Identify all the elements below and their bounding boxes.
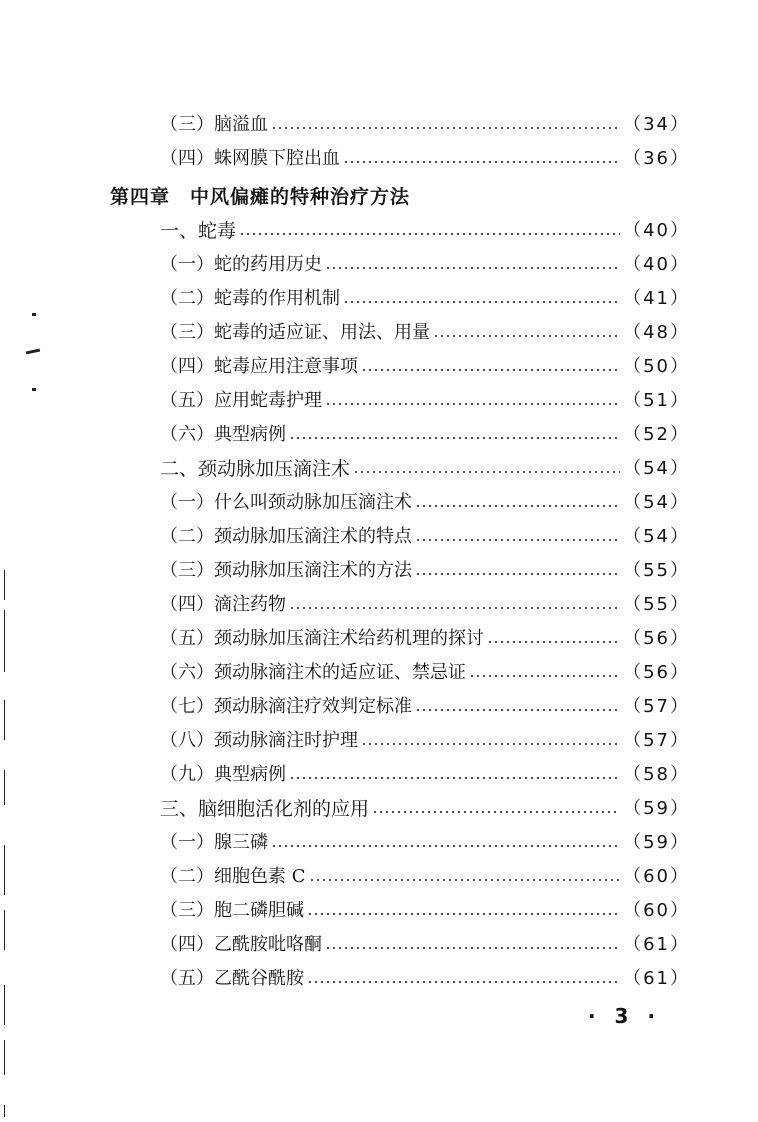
toc-entry xyxy=(160,928,690,962)
dot-leader xyxy=(271,127,620,129)
toc-entry-page: （57） xyxy=(623,696,690,717)
toc-entry-page: （56） xyxy=(623,662,690,683)
toc-section-title: 二、颈动脉加压滴注术 xyxy=(160,458,351,480)
dot-leader xyxy=(361,369,620,371)
dot-leader xyxy=(415,709,620,711)
toc-entry-title: （二）颈动脉加压滴注术的特点 xyxy=(160,526,412,547)
toc-entry-page: （54） xyxy=(623,526,690,547)
toc-entry-title: （四）乙酰胺吡咯酮 xyxy=(160,934,322,955)
dot-leader xyxy=(343,301,620,303)
dot-leader xyxy=(353,471,620,473)
toc-entry-title: （三）颈动脉加压滴注术的方法 xyxy=(160,560,412,581)
toc-entry-page: （58） xyxy=(623,764,690,785)
toc-entry-title: （四）蛇毒应用注意事项 xyxy=(160,356,358,377)
margin-line xyxy=(4,1040,5,1075)
toc-entry-page: （52） xyxy=(623,424,690,445)
toc-entry-page: （54） xyxy=(623,458,690,479)
toc-entry-title: （九）典型病例 xyxy=(160,764,286,785)
toc-entry-title: （五）颈动脉加压滴注术给药机理的探讨 xyxy=(160,628,484,649)
toc-entry xyxy=(160,248,690,282)
dot-leader xyxy=(289,777,620,779)
margin-line xyxy=(4,570,5,600)
toc-entry-page: （54） xyxy=(623,492,690,513)
toc-entry-page: （51） xyxy=(623,390,690,411)
toc-entry-title: （二）蛇毒的作用机制 xyxy=(160,288,340,309)
toc-entry xyxy=(160,588,690,622)
dot-leader xyxy=(415,539,620,541)
toc-entry-page: （60） xyxy=(623,866,690,887)
toc-entry xyxy=(160,622,690,656)
toc-entry xyxy=(160,826,690,860)
toc-entry-page: （56） xyxy=(623,628,690,649)
chapter-title: 第四章 中风偏瘫的特种治疗方法 xyxy=(110,186,411,208)
toc-entry xyxy=(160,962,690,996)
toc-entry-page: （61） xyxy=(623,934,690,955)
toc-entry-title: （三）胞二磷胆碱 xyxy=(160,900,304,921)
toc-entry-page: （40） xyxy=(623,220,690,241)
toc-entry-title: （六）典型病例 xyxy=(160,424,286,445)
toc-entry-page: （55） xyxy=(623,594,690,615)
toc-entry-title: （五）乙酰谷酰胺 xyxy=(160,968,304,989)
toc-entry-page: （61） xyxy=(623,968,690,989)
toc-entry xyxy=(160,316,690,350)
dot-leader xyxy=(289,437,620,439)
margin-line xyxy=(4,845,5,895)
toc-entry xyxy=(160,520,690,554)
margin-line xyxy=(4,770,5,805)
toc-entry xyxy=(160,554,690,588)
page-number: · 3 · xyxy=(588,1004,662,1028)
toc-entry-title: （四）滴注药物 xyxy=(160,594,286,615)
toc-section xyxy=(160,452,690,486)
toc-entry-page: （40） xyxy=(623,254,690,275)
toc-entry-page: （34） xyxy=(623,114,690,135)
margin-line xyxy=(4,610,5,672)
dot-leader xyxy=(343,161,620,163)
toc-entry xyxy=(160,690,690,724)
toc-entry-page: （59） xyxy=(623,832,690,853)
toc-entry xyxy=(160,894,690,928)
dot-leader xyxy=(415,505,620,507)
toc-entry xyxy=(160,758,690,792)
toc-entry-page: （59） xyxy=(623,798,690,819)
dot-leader xyxy=(307,981,620,983)
toc-entry-title: （三）蛇毒的适应证、用法、用量 xyxy=(160,322,430,343)
dot-leader xyxy=(271,845,620,847)
dot-leader xyxy=(307,913,620,915)
margin-line xyxy=(4,985,5,1025)
toc-entry-title: （八）颈动脉滴注时护理 xyxy=(160,730,358,751)
toc-entry-title: （四）蛛网膜下腔出血 xyxy=(160,148,340,169)
margin-line xyxy=(4,1105,5,1117)
toc-section xyxy=(160,214,690,248)
toc-entry xyxy=(160,108,690,142)
toc-entry xyxy=(160,350,690,384)
margin-line xyxy=(4,700,5,740)
toc-entry-title: （六）颈动脉滴注术的适应证、禁忌证 xyxy=(160,662,466,683)
scan-mark xyxy=(32,388,36,391)
chapter-heading xyxy=(110,180,690,214)
toc-entry-page: （55） xyxy=(623,560,690,581)
toc-entry xyxy=(160,486,690,520)
toc-entry-title: （七）颈动脉滴注疗效判定标准 xyxy=(160,696,412,717)
dot-leader xyxy=(309,879,621,881)
dot-leader xyxy=(433,335,620,337)
toc-entry xyxy=(160,724,690,758)
dot-leader xyxy=(415,573,620,575)
toc-section-title: 一、蛇毒 xyxy=(160,220,237,242)
toc-entry-title: （五）应用蛇毒护理 xyxy=(160,390,322,411)
dot-leader xyxy=(361,743,620,745)
toc-entry xyxy=(160,656,690,690)
toc-entry-title: （三）脑溢血 xyxy=(160,114,268,135)
toc-entry-page: （48） xyxy=(623,322,690,343)
dot-leader xyxy=(289,607,620,609)
scan-mark xyxy=(32,313,36,316)
toc-entry-page: （50） xyxy=(623,356,690,377)
dot-leader xyxy=(372,811,620,813)
toc-entry xyxy=(160,384,690,418)
toc-entry-page: （57） xyxy=(623,730,690,751)
margin-line xyxy=(4,910,5,950)
toc-entry-page: （60） xyxy=(623,900,690,921)
toc-entry-title: （一）什么叫颈动脉加压滴注术 xyxy=(160,492,412,513)
toc-entry-title: （二）细胞色素 C xyxy=(160,866,306,887)
dot-leader xyxy=(325,403,620,405)
dot-leader xyxy=(325,947,620,949)
toc-entry-title: （一）腺三磷 xyxy=(160,832,268,853)
dot-leader xyxy=(469,675,620,677)
toc-entry xyxy=(160,282,690,316)
toc-entry xyxy=(160,142,690,176)
toc-section-title: 三、脑细胞活化剂的应用 xyxy=(160,798,370,820)
toc-entry xyxy=(160,418,690,452)
dot-leader xyxy=(325,267,620,269)
dot-leader xyxy=(487,641,620,643)
toc-entry-title: （一）蛇的药用历史 xyxy=(160,254,322,275)
scan-mark xyxy=(26,349,40,355)
toc-entry xyxy=(160,860,690,894)
toc-entry-page: （41） xyxy=(623,288,690,309)
dot-leader xyxy=(239,233,620,235)
toc-section xyxy=(160,792,690,826)
toc-entry-page: （36） xyxy=(623,148,690,169)
